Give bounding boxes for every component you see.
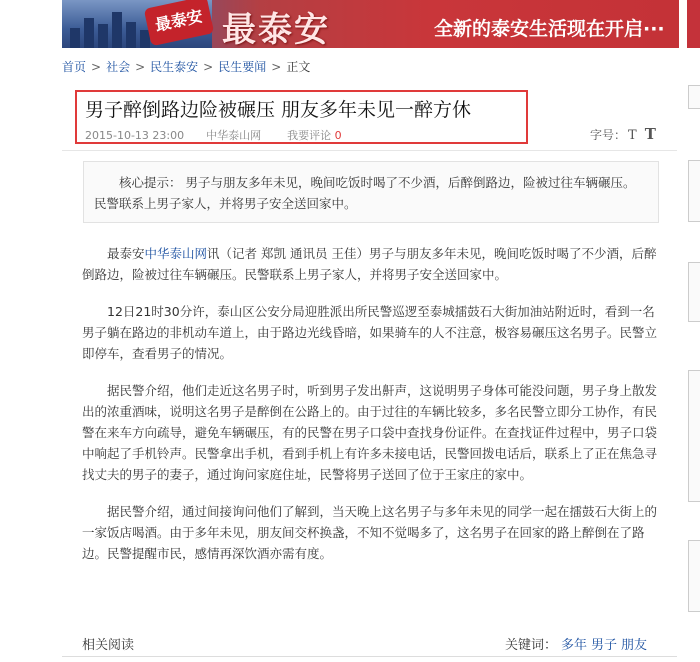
banner-slogan: 全新的泰安生活现在开启··· [434, 18, 665, 40]
source-link[interactable]: 中华泰山网 [144, 246, 208, 261]
banner-logo: 最泰安 [222, 10, 330, 48]
breadcrumb-minsheng-news[interactable]: 民生要闻 [218, 60, 267, 74]
footer-divider [62, 656, 677, 657]
article-paragraph: 据民警介绍，通过间接询问他们了解到，当天晚上这名男子与多年未见的同学一起在擂鼓石大街上的一家饭店喝酒。由于多年未见，朋友间交杯换盏，不知不觉喝多了，这名男子在回家的路上醉倒在了路边。民警提醒市民，感情再深饮酒亦需有度。 [82, 504, 658, 561]
keyword-link[interactable]: 男子 [591, 638, 618, 653]
banner-badge: 最泰安 [144, 0, 215, 46]
breadcrumb [62, 58, 310, 75]
article-paragraph [82, 243, 660, 285]
comment-count[interactable]: 0 [334, 129, 342, 142]
breadcrumb-separator: > [135, 60, 146, 74]
site-banner[interactable] [62, 0, 679, 48]
header-divider [62, 150, 677, 151]
breadcrumb-separator: > [271, 60, 282, 74]
breadcrumb-current: 正文 [286, 60, 311, 74]
breadcrumb-minsheng-taian[interactable]: 民生泰安 [150, 60, 199, 74]
breadcrumb-separator: > [203, 60, 214, 74]
article-date: 2015-10-13 23:00 [85, 129, 185, 142]
keyword-link[interactable]: 多年 [561, 638, 588, 653]
article-title: 男子醉倒路边险被碾压 朋友多年未见一醉方休 [85, 99, 472, 121]
breadcrumb-separator: > [91, 60, 102, 74]
font-size-control [590, 125, 656, 143]
keyword-link[interactable]: 朋友 [621, 638, 648, 653]
article-header-highlight [75, 90, 528, 144]
keywords [505, 634, 647, 653]
article-paragraph: 12日21时30分许，泰山区公安分局迎胜派出所民警巡逻至泰城擂鼓石大街加油站附近时，看到一名男子躺在路边的非机动车道上，由于路边光线昏暗，如果骑车的人不注意，极容易碾压这名男子。民警立即停车，查看男子的情况。 [82, 304, 658, 361]
sidebar-panel [688, 160, 700, 222]
breadcrumb-home[interactable]: 首页 [62, 60, 87, 74]
paragraph-text: 讯（记者 郑凯 通讯员 王佳）男子与朋友多年未见，晚间吃饭时喝了不少酒，后醉倒路边，险被过往车辆碾压。民警联系上男子家人，并将男子安全送回家中。 [82, 246, 657, 282]
font-size-label: 字号： [590, 128, 627, 142]
article-source[interactable]: 中华泰山网 [206, 129, 262, 142]
article-meta [85, 127, 342, 143]
article-paragraph: 据民警介绍，他们走近这名男子时，听到男子发出鼾声，这说明男子身体可能没问题，男子身上散发出的浓重酒味，说明这名男子是醉倒在公路上的。由于过往的车辆比较多，多名民警立即分工协作，有民警在来车方向疏导，避免车辆碾压，有的民警在男子口袋中查找身份证件。在查找证件过程中，男子口袋中响起了手机铃声。民警拿出手机，看到手机上有许多未接电话，民警回拨电话后，联系上了正在焦急寻找丈夫的男子的妻子，通过询问家庭住址，民警将男子送回了位于王家庄的家中。 [82, 383, 658, 482]
font-large-button[interactable]: T [644, 125, 656, 143]
paragraph-prefix: 最泰安 [107, 246, 145, 261]
sidebar-panel [688, 370, 700, 502]
banner-side-ad[interactable] [687, 0, 700, 48]
font-small-button[interactable]: T [628, 128, 637, 143]
article-summary: 核心提示： 男子与朋友多年未见，晚间吃饭时喝了不少酒，后醉倒路边，险被过往车辆碾压。民警联系上男子家人，并将男子安全送回家中。 [83, 161, 659, 223]
sidebar-panel [688, 262, 700, 322]
related-reading-label: 相关阅读 [82, 638, 135, 653]
sidebar-panel [688, 540, 700, 612]
sidebar-panel [688, 85, 700, 109]
article-body [82, 243, 660, 580]
breadcrumb-society[interactable]: 社会 [106, 60, 131, 74]
keywords-label: 关键词： [505, 638, 558, 653]
comment-link[interactable]: 我要评论 [287, 129, 332, 142]
